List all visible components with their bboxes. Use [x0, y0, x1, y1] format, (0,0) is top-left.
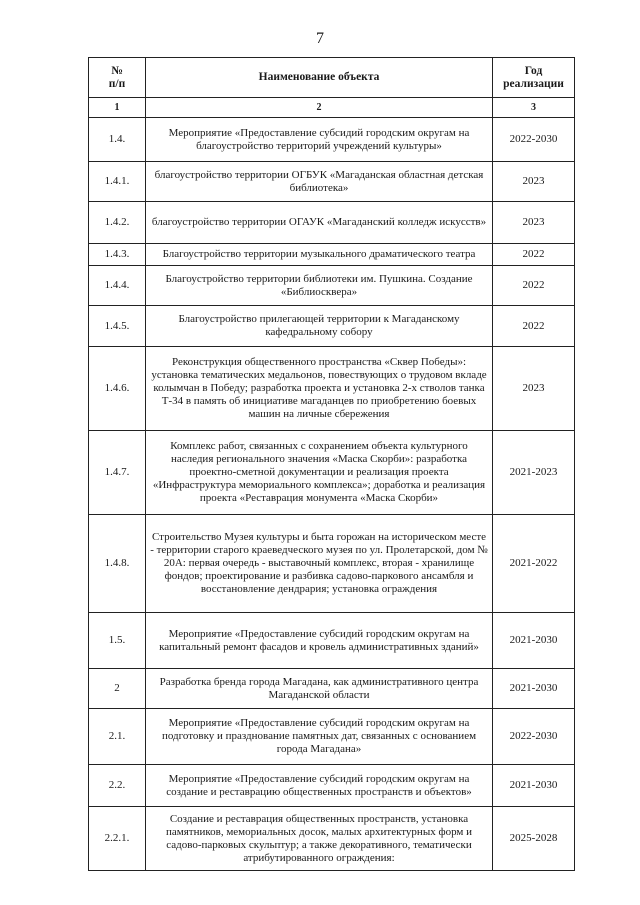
row-year: 2022 — [493, 266, 575, 306]
row-year: 2021-2030 — [493, 765, 575, 807]
header-num: № п/п — [89, 58, 146, 98]
table-row — [89, 266, 575, 306]
index-cell: 3 — [493, 98, 575, 118]
index-cell: 2 — [146, 98, 493, 118]
objects-table — [88, 57, 575, 871]
header-name: Наименование объекта — [146, 58, 493, 98]
row-number: 1.4.4. — [89, 266, 146, 306]
row-year: 2025-2028 — [493, 807, 575, 871]
table-row — [89, 306, 575, 347]
header-year: Год реализации — [493, 58, 575, 98]
row-number: 1.4.6. — [89, 347, 146, 431]
row-year: 2023 — [493, 347, 575, 431]
page-number: 7 — [316, 30, 324, 47]
table-row — [89, 118, 575, 162]
row-year: 2021-2030 — [493, 669, 575, 709]
row-name: Благоустройство территории музыкального драматического театра — [146, 244, 493, 266]
row-year: 2022 — [493, 306, 575, 347]
row-name: Мероприятие «Предоставление субсидий городским округам на создание и реставрацию общественных пространств и объектов» — [146, 765, 493, 807]
row-name: Реконструкция общественного пространства «Сквер Победы»: установка тематических медальонов, повествующих о трудовом вкладе колымчан в Победу; разработка проекта и установка 2-х стволов танка Т-34 в память об инициативе магаданцев по приобретению боевых машин на личные сбережения — [146, 347, 493, 431]
row-number: 2.2. — [89, 765, 146, 807]
row-number: 1.4.1. — [89, 162, 146, 202]
table-header-row — [89, 58, 575, 98]
table-row — [89, 515, 575, 613]
row-name: Мероприятие «Предоставление субсидий городским округам на подготовку и празднование памятных дат, связанных с основанием города Магадана» — [146, 709, 493, 765]
table-row — [89, 162, 575, 202]
row-year: 2021-2022 — [493, 515, 575, 613]
table-row — [89, 709, 575, 765]
table-row — [89, 765, 575, 807]
row-number: 1.4. — [89, 118, 146, 162]
table-row — [89, 202, 575, 244]
row-name: благоустройство территории ОГБУК «Магаданская областная детская библиотека» — [146, 162, 493, 202]
table-row — [89, 244, 575, 266]
row-name: благоустройство территории ОГАУК «Магаданский колледж искусств» — [146, 202, 493, 244]
column-index-row — [89, 98, 575, 118]
row-number: 2 — [89, 669, 146, 709]
row-year: 2022-2030 — [493, 709, 575, 765]
row-number: 1.4.7. — [89, 431, 146, 515]
row-number: 1.4.2. — [89, 202, 146, 244]
row-name: Благоустройство территории библиотеки им. Пушкина. Создание «Библиосквера» — [146, 266, 493, 306]
row-name: Благоустройство прилегающей территории к Магаданскому кафедральному собору — [146, 306, 493, 347]
table-row — [89, 669, 575, 709]
row-name: Комплекс работ, связанных с сохранением объекта культурного наследия регионального значения «Маска Скорби»: разработка проектно-сметной документации и реализация проекта «Инфраструктура мемориального комплекса»; доработка и реализация проекта «Реставрация монумента «Маска Скорби» — [146, 431, 493, 515]
row-name: Строительство Музея культуры и быта горожан на историческом месте - территории старого краеведческого музея по ул. Пролетарской, дом № 20А: первая очередь - выставочный комплекс, вторая - хранилище фондов; проектирование и разбивка садово-паркового ансамбля и восстановление дендрария; установка ограждения — [146, 515, 493, 613]
row-year: 2023 — [493, 162, 575, 202]
table-row — [89, 807, 575, 871]
row-name: Разработка бренда города Магадана, как административного центра Магаданской области — [146, 669, 493, 709]
row-year: 2021-2030 — [493, 613, 575, 669]
row-number: 2.2.1. — [89, 807, 146, 871]
row-name: Создание и реставрация общественных пространств, установка памятников, мемориальных досок, малых архитектурных форм и садово-парковых скульптур; а также декоративного, тематически атрибутированного ограждения: — [146, 807, 493, 871]
row-name: Мероприятие «Предоставление субсидий городским округам на капитальный ремонт фасадов и кровель административных зданий» — [146, 613, 493, 669]
table-row — [89, 431, 575, 515]
row-name: Мероприятие «Предоставление субсидий городским округам на благоустройство территорий учреждений культуры» — [146, 118, 493, 162]
row-year: 2023 — [493, 202, 575, 244]
table-row — [89, 613, 575, 669]
row-number: 1.5. — [89, 613, 146, 669]
row-year: 2022-2030 — [493, 118, 575, 162]
row-year: 2022 — [493, 244, 575, 266]
table-row — [89, 347, 575, 431]
row-number: 1.4.8. — [89, 515, 146, 613]
index-cell: 1 — [89, 98, 146, 118]
row-number: 1.4.5. — [89, 306, 146, 347]
row-number: 2.1. — [89, 709, 146, 765]
row-year: 2021-2023 — [493, 431, 575, 515]
row-number: 1.4.3. — [89, 244, 146, 266]
